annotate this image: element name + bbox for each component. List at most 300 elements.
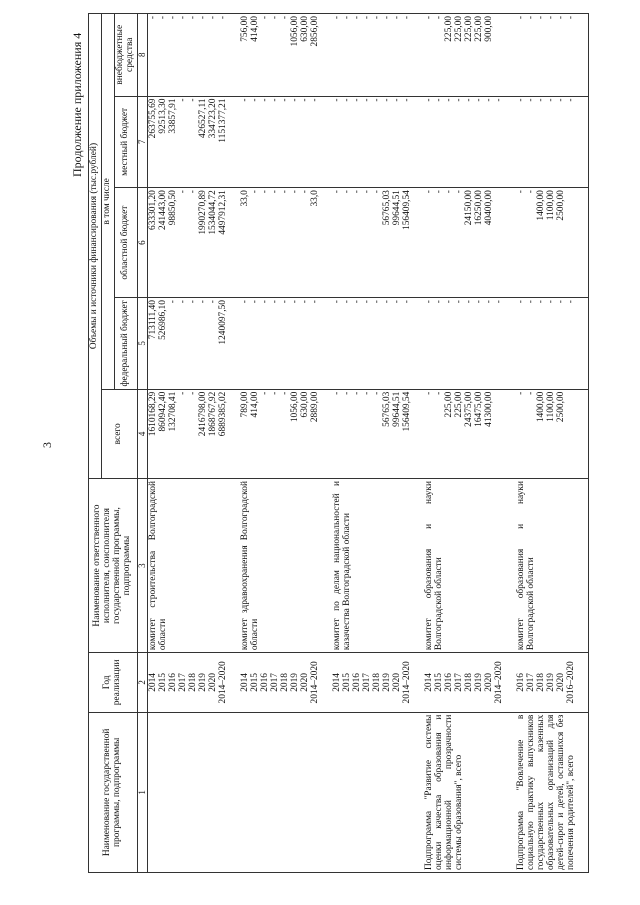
extrabudget-cell-value: - <box>352 16 363 20</box>
year-cell-value: 2014 <box>424 673 435 692</box>
regional-cell-value: - <box>270 190 281 194</box>
table-row <box>148 14 241 873</box>
local-cell-value: - <box>444 98 455 102</box>
extrabudget-cell-value: - <box>546 16 557 20</box>
regional-cell <box>424 188 516 298</box>
year-cell-value: 2014 <box>332 673 343 692</box>
local-cell-value: - <box>484 98 495 102</box>
regional-cell-value: - <box>362 190 373 194</box>
extrabudget-cell-value: - <box>332 16 343 20</box>
header-subgroup: в том числе <box>101 14 114 390</box>
federal-cell-value: - <box>516 300 527 304</box>
local-cell-value: - <box>270 98 281 102</box>
local-cell-value: - <box>556 98 567 102</box>
extrabudget-cell-value: 225,00 <box>464 16 475 42</box>
federal-cell-value: - <box>342 300 353 304</box>
table-row <box>332 14 424 873</box>
regional-cell-value: 241443,00 <box>158 190 169 230</box>
table-row <box>516 14 589 873</box>
total-cell-value: 2500,00 <box>556 391 567 423</box>
col-number: 1 <box>137 712 148 872</box>
total-cell-value: - <box>372 391 383 395</box>
regional-cell-value: - <box>516 190 527 194</box>
regional-cell-value: 16250,00 <box>474 190 485 226</box>
federal-cell-value: - <box>402 300 413 304</box>
local-cell-value: - <box>434 98 445 102</box>
regional-cell-value: 1100,00 <box>546 190 557 221</box>
federal-cell-value: - <box>270 300 281 304</box>
local-cell-value: - <box>188 98 199 102</box>
header-financing-group: Объемы и источники финансирования (тыс.рублей) <box>89 14 102 479</box>
federal-cell-value: - <box>280 300 291 304</box>
row-spacer <box>577 392 587 476</box>
federal-cell-value: 713111,40 <box>148 300 159 340</box>
regional-cell-value <box>495 190 505 295</box>
local-cell <box>332 96 424 188</box>
header-federal: федеральный бюджет <box>114 298 137 390</box>
row-spacer <box>229 190 239 295</box>
header-extrabudget: внебюджетные средства <box>114 14 137 97</box>
table-row <box>240 14 332 873</box>
row-spacer <box>229 392 239 476</box>
row-spacer <box>321 392 331 476</box>
extrabudget-cell <box>424 14 516 97</box>
regional-cell-value: - <box>260 190 271 194</box>
row-spacer <box>577 99 587 186</box>
year-cell-value: 2016 <box>352 673 363 692</box>
row-spacer <box>229 99 239 186</box>
year-cell-value: 2019 <box>290 673 301 692</box>
col-number: 6 <box>137 188 148 298</box>
year-cell-value: 2014–2020 <box>402 661 413 704</box>
regional-cell-value: 1990270,89 <box>198 190 209 235</box>
row-spacer <box>505 99 515 186</box>
federal-cell-value: - <box>546 300 557 304</box>
col-number: 7 <box>137 96 148 188</box>
extrabudget-cell-value: - <box>566 16 577 20</box>
total-cell-value: 1868767,92 <box>208 391 219 437</box>
extrabudget-cell-value: - <box>382 16 393 20</box>
year-cell-value: 2015 <box>342 673 353 692</box>
total-cell-value: - <box>516 391 527 395</box>
year-cell-value: 2018 <box>280 673 291 692</box>
row-spacer <box>577 190 587 295</box>
federal-cell-value: - <box>332 300 343 304</box>
total-cell-value: 789,00 <box>240 391 251 418</box>
regional-cell-value: 99644,51 <box>392 190 403 226</box>
federal-cell-value: - <box>526 300 537 304</box>
federal-cell-value: - <box>260 300 271 304</box>
extrabudget-cell-value: 1056,00 <box>290 16 301 47</box>
program-name-cell <box>148 712 241 872</box>
extrabudget-cell-value: - <box>536 16 547 20</box>
year-cell-value: 2019 <box>546 673 557 692</box>
executor-cell: комитет образования и науки Волгоградской области <box>516 479 589 653</box>
row-spacer <box>413 99 423 186</box>
row-spacer <box>505 300 515 387</box>
regional-cell-value: 56765,03 <box>382 190 393 226</box>
local-cell-value: - <box>494 98 505 102</box>
year-cell-value: 2020 <box>300 673 311 692</box>
total-cell-value: - <box>526 391 537 395</box>
financing-table <box>88 13 589 873</box>
year-cell-value: 2017 <box>526 673 537 692</box>
total-cell-value: - <box>342 391 353 395</box>
total-cell-value: - <box>332 391 343 395</box>
regional-cell-value: 633301,20 <box>148 190 159 230</box>
regional-cell <box>240 188 332 298</box>
total-cell <box>332 389 424 478</box>
federal-cell-value: - <box>352 300 363 304</box>
program-name-cell <box>332 712 424 872</box>
total-cell-value: 1400,00 <box>536 391 547 423</box>
total-cell-value <box>567 392 577 476</box>
year-cell-value: 2017 <box>270 673 281 692</box>
extrabudget-cell-value: - <box>280 16 291 20</box>
extrabudget-cell-value: - <box>198 16 209 20</box>
local-cell-value: - <box>474 98 485 102</box>
local-cell-value: - <box>290 98 301 102</box>
extrabudget-cell <box>516 14 589 97</box>
regional-cell-value: - <box>424 190 435 194</box>
local-cell-value: - <box>392 98 403 102</box>
col-number: 2 <box>137 653 148 713</box>
regional-cell-value: - <box>280 190 291 194</box>
row-spacer <box>505 655 515 710</box>
row-spacer <box>577 300 587 387</box>
total-cell-value: 99644,51 <box>392 391 403 427</box>
table-row <box>424 14 516 873</box>
year-cell-value: 2018 <box>464 673 475 692</box>
local-cell-value: - <box>424 98 435 102</box>
year-cell-value: 2017 <box>178 673 189 692</box>
federal-cell-value: - <box>240 300 251 304</box>
federal-cell-value: - <box>424 300 435 304</box>
local-cell-value: - <box>250 98 261 102</box>
header-executor: Наименование ответственного исполнителя, соисполнителя государственной программы, подпрограммы <box>89 479 138 653</box>
federal-cell-value: - <box>198 300 209 304</box>
federal-cell-value: - <box>188 300 199 304</box>
extrabudget-cell-value: - <box>178 16 189 20</box>
executor-cell: комитет образования и науки Волгоградской области <box>424 479 516 653</box>
federal-cell-value: - <box>290 300 301 304</box>
year-cell-value: 2017 <box>454 673 465 692</box>
federal-cell-value: - <box>566 300 577 304</box>
federal-cell <box>332 298 424 390</box>
federal-cell-value: - <box>178 300 189 304</box>
header-total: всего <box>101 389 137 478</box>
col-number: 3 <box>137 479 148 653</box>
local-cell-value: - <box>310 98 321 102</box>
extrabudget-cell <box>332 14 424 97</box>
federal-cell-value: - <box>168 300 179 304</box>
appendix-label: Продолжение приложения 4 <box>70 32 84 177</box>
local-cell-value: - <box>454 98 465 102</box>
page-number: 3 <box>40 442 54 448</box>
year-cell-value: 2018 <box>372 673 383 692</box>
federal-cell-value: - <box>444 300 455 304</box>
year-cell-value: 2015 <box>158 673 169 692</box>
regional-cell-value: - <box>434 190 445 194</box>
row-spacer <box>505 190 515 295</box>
local-cell-value: 263755,69 <box>148 98 159 139</box>
year-cell-value: 2014–2020 <box>310 661 321 704</box>
year-cell-value: 2019 <box>382 673 393 692</box>
total-cell-value: 41300,00 <box>484 391 495 427</box>
row-spacer <box>229 16 239 94</box>
regional-cell-value: 24150,00 <box>464 190 475 226</box>
row-spacer <box>229 300 239 387</box>
total-cell-value: - <box>260 391 271 395</box>
regional-cell-value: 98850,50 <box>168 190 179 226</box>
local-cell-value: 334723,20 <box>208 98 219 139</box>
year-cell-value: 2016 <box>516 673 527 692</box>
local-cell-value: - <box>362 98 373 102</box>
header-regional: областной бюджет <box>114 188 137 298</box>
federal-cell-value: - <box>362 300 373 304</box>
federal-cell-value: - <box>474 300 485 304</box>
federal-cell-value: 1240097,50 <box>218 300 229 345</box>
local-cell-value: - <box>402 98 413 102</box>
federal-cell-value: - <box>300 300 311 304</box>
total-cell <box>424 389 516 478</box>
local-cell-value: - <box>546 98 557 102</box>
program-name-cell <box>240 712 332 872</box>
extrabudget-cell-value: 225,00 <box>454 16 465 42</box>
year-cell-value: 2019 <box>474 673 485 692</box>
total-cell-value: 225,00 <box>454 391 465 418</box>
row-spacer <box>413 16 423 94</box>
regional-cell-value: - <box>444 190 455 194</box>
extrabudget-cell-value: 225,00 <box>474 16 485 42</box>
extrabudget-cell-value: - <box>208 16 219 20</box>
year-cell-value: 2014–2020 <box>494 661 505 704</box>
federal-cell-value: - <box>464 300 475 304</box>
regional-cell <box>332 188 424 298</box>
federal-cell-value: - <box>310 300 321 304</box>
program-name-cell: Подпрограмма "Вовлечение в социальную практику выпускников государственных казенных образовательных организаций для детей-сирот и детей, оставшихся без попечения родителей", всего <box>516 712 589 872</box>
regional-cell-value: 2500,00 <box>556 190 567 221</box>
extrabudget-cell-value: - <box>188 16 199 20</box>
regional-cell <box>148 188 241 298</box>
federal-cell <box>516 298 589 390</box>
year-cell <box>424 653 516 713</box>
local-cell-value: - <box>372 98 383 102</box>
row-spacer <box>577 16 587 94</box>
year-cell-value: 2014 <box>240 673 251 692</box>
year-cell-value: 2015 <box>250 673 261 692</box>
total-cell-value: - <box>352 391 363 395</box>
federal-cell-value: - <box>208 300 219 304</box>
extrabudget-cell-value: 2856,00 <box>310 16 321 47</box>
col-number: 8 <box>137 14 148 97</box>
federal-cell-value: 526986,10 <box>158 300 169 340</box>
extrabudget-cell-value: 900,00 <box>484 16 495 42</box>
row-spacer <box>321 16 331 94</box>
year-cell-value: 2016–2020 <box>566 661 577 704</box>
total-cell-value: - <box>178 391 189 395</box>
local-cell-value: - <box>342 98 353 102</box>
total-cell <box>148 389 241 478</box>
regional-cell-value: - <box>332 190 343 194</box>
local-cell <box>148 96 241 188</box>
local-cell <box>240 96 332 188</box>
total-cell-value: - <box>280 391 291 395</box>
federal-cell-value: - <box>556 300 567 304</box>
federal-cell-value: - <box>372 300 383 304</box>
year-cell <box>240 653 332 713</box>
row-spacer <box>321 99 331 186</box>
row-spacer <box>505 392 515 476</box>
regional-cell-value: - <box>188 190 199 194</box>
total-cell-value: 1610168,29 <box>148 391 159 437</box>
federal-cell <box>148 298 241 390</box>
federal-cell-value: - <box>484 300 495 304</box>
extrabudget-cell-value: - <box>402 16 413 20</box>
total-cell-value: 56765,03 <box>382 391 393 427</box>
row-spacer <box>321 655 331 710</box>
regional-cell-value: 1534044,72 <box>208 190 219 235</box>
extrabudget-cell-value: 756,00 <box>240 16 251 42</box>
federal-cell-value: - <box>494 300 505 304</box>
total-cell-value: 860942,40 <box>158 391 169 432</box>
year-cell-value: 2020 <box>556 673 567 692</box>
total-cell-value: 2889,00 <box>310 391 321 423</box>
executor-cell: комитет по делам национальностей и казачества Волгоградской области <box>332 479 424 653</box>
total-cell-value: - <box>434 391 445 395</box>
executor-cell: комитет строительства Волгоградской области <box>148 479 241 653</box>
federal-cell <box>424 298 516 390</box>
total-cell-value: 1056,00 <box>290 391 301 423</box>
extrabudget-cell-value: - <box>342 16 353 20</box>
total-cell-value: 156409,54 <box>402 391 413 432</box>
total-cell-value: - <box>188 391 199 395</box>
local-cell <box>516 96 589 188</box>
regional-cell-value: - <box>454 190 465 194</box>
extrabudget-cell-value: - <box>526 16 537 20</box>
total-cell-value: 225,00 <box>444 391 455 418</box>
local-cell-value: - <box>516 98 527 102</box>
year-cell-value: 2018 <box>536 673 547 692</box>
year-cell-value: 2016 <box>260 673 271 692</box>
local-cell-value: - <box>464 98 475 102</box>
row-spacer <box>413 190 423 295</box>
local-cell <box>424 96 516 188</box>
regional-cell-value: 4497912,31 <box>218 190 229 235</box>
year-cell-value: 2020 <box>208 673 219 692</box>
extrabudget-cell-value: - <box>516 16 527 20</box>
local-cell-value: 1151377,21 <box>218 98 229 143</box>
row-spacer <box>413 392 423 476</box>
extrabudget-cell-value: 630,00 <box>300 16 311 42</box>
local-cell-value: - <box>240 98 251 102</box>
total-cell <box>240 389 332 478</box>
row-spacer <box>505 16 515 94</box>
extrabudget-cell-value: - <box>158 16 169 20</box>
year-cell-value: 2019 <box>198 673 209 692</box>
regional-cell-value: - <box>178 190 189 194</box>
regional-cell-value: - <box>372 190 383 194</box>
row-spacer <box>229 655 239 710</box>
regional-cell-value: - <box>300 190 311 194</box>
regional-cell-value: - <box>342 190 353 194</box>
extrabudget-cell-value: - <box>424 16 435 20</box>
total-cell-value: 24375,00 <box>464 391 475 427</box>
total-cell-value: 16475,00 <box>474 391 485 427</box>
header-program: Наименование государственной программы, подпрограммы <box>89 712 138 872</box>
year-cell-value: 2016 <box>168 673 179 692</box>
row-spacer <box>577 655 587 710</box>
local-cell-value: - <box>178 98 189 102</box>
year-cell-value: 2014–2020 <box>218 661 229 704</box>
federal-cell <box>240 298 332 390</box>
year-cell-value: 2020 <box>392 673 403 692</box>
local-cell-value: - <box>300 98 311 102</box>
regional-cell-value: - <box>352 190 363 194</box>
regional-cell-value: 40400,00 <box>484 190 495 226</box>
federal-cell-value: - <box>536 300 547 304</box>
year-cell <box>148 653 241 713</box>
program-name-cell: Подпрограмма "Развитие системы оценки качества образования и информационной прозрачности системы образования", всего <box>424 712 516 872</box>
total-cell-value: - <box>362 391 373 395</box>
col-number: 4 <box>137 389 148 478</box>
year-cell-value: 2020 <box>484 673 495 692</box>
row-spacer <box>321 300 331 387</box>
year-cell-value: 2014 <box>148 673 159 692</box>
year-cell <box>516 653 589 713</box>
federal-cell-value: - <box>434 300 445 304</box>
regional-cell-value: - <box>526 190 537 194</box>
extrabudget-cell-value: 414,00 <box>250 16 261 42</box>
year-cell-value: 2017 <box>362 673 373 692</box>
total-cell-value <box>495 392 505 476</box>
regional-cell-value: 33,0 <box>240 190 251 207</box>
total-cell-value: 630,00 <box>300 391 311 418</box>
regional-cell-value: 156409,54 <box>402 190 413 230</box>
extrabudget-cell <box>148 14 241 97</box>
local-cell-value: - <box>566 98 577 102</box>
extrabudget-cell-value: - <box>392 16 403 20</box>
local-cell-value: - <box>352 98 363 102</box>
year-cell-value: 2015 <box>434 673 445 692</box>
local-cell-value: - <box>280 98 291 102</box>
regional-cell-value: - <box>250 190 261 194</box>
regional-cell-value <box>567 190 577 295</box>
col-number: 5 <box>137 298 148 390</box>
federal-cell-value: - <box>382 300 393 304</box>
total-cell-value: 132708,41 <box>168 391 179 432</box>
federal-cell-value: - <box>250 300 261 304</box>
regional-cell-value: 1400,00 <box>536 190 547 221</box>
total-cell-value: 414,00 <box>250 391 261 418</box>
total-cell <box>516 389 589 478</box>
extrabudget-cell-value: 225,00 <box>444 16 455 42</box>
total-cell-value: - <box>424 391 435 395</box>
extrabudget-cell-value: - <box>270 16 281 20</box>
local-cell-value: - <box>332 98 343 102</box>
local-cell-value: - <box>526 98 537 102</box>
row-spacer <box>321 190 331 295</box>
extrabudget-cell-value: - <box>218 16 229 20</box>
extrabudget-cell-value: - <box>434 16 445 20</box>
executor-cell: комитет здравоохранения Волгоградской области <box>240 479 332 653</box>
extrabudget-cell <box>240 14 332 97</box>
federal-cell-value: - <box>454 300 465 304</box>
extrabudget-cell-value <box>495 16 505 94</box>
total-cell-value: - <box>270 391 281 395</box>
row-spacer <box>413 300 423 387</box>
extrabudget-cell-value: - <box>168 16 179 20</box>
